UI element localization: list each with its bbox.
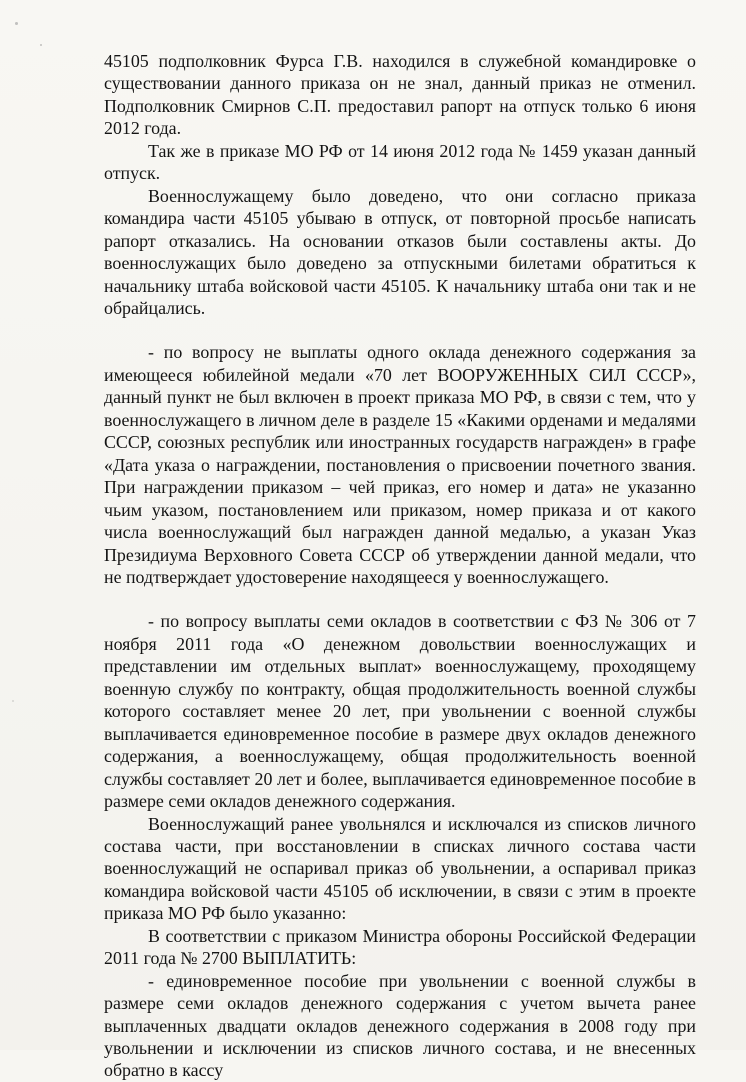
paragraph-seven-salaries: - по вопросу выплаты семи окладов в соответствии с ФЗ № 306 от 7 ноября 2011 года «О денежном довольствии военнослужащих и представлении им отдельных выплат» военнослужащему, проходящему военную службу по контракту, общая продолжительность военной службы которого составляет менее 20 лет, при увольнении с военной службы выплачивается единовременное пособие в размере двух окладов денежного содержания, а военнослужащему, общая продолжительность военной службы составляет 20 лет и более, выплачивается единовременное пособие в размере семи окладов денежного содержания. [104, 611, 696, 812]
scan-speck [12, 700, 14, 702]
scan-speck [15, 22, 18, 25]
paragraph-order-1459: Так же в приказе МО РФ от 14 июня 2012 года № 1459 указан данный отпуск. [104, 140, 696, 184]
paragraph-refusal-acts: Военнослужащему было доведено, что они согласно приказа командира части 45105 убываю в отпуск, от повторной просьбе написать рапорт отказались. На основании отказов были составлены акты. До военнослужащих было доведено за отпускными билетами обратиться к начальнику штаба войсковой части 45105. К начальнику штаба они так и не обрайцались. [104, 185, 696, 318]
paragraph-continuation: 45105 подполковник Фурса Г.В. находился в служебной командировке о существовании данного приказа он не знал, данный приказ не отменил. Подполковник Смирнов С.П. предоставил рапорт на отпуск только 6 июня 2012 года. [104, 51, 696, 139]
scan-speck [40, 44, 42, 46]
paragraph-minister-order: В соответствии с приказом Министра обороны Российской Федерации 2011 года № 2700 ВЫПЛАТИТЬ: [104, 925, 696, 969]
paragraph-prior-dismissal: Военнослужащий ранее увольнялся и исключался из списков личного состава части, при восстановлении в списках личного состава части военнослужащий не оспаривал приказ об увольнении, а оспаривал приказ командира войсковой части 45105 об исключении, в связи с этим в проекте приказа МО РФ было указанно: [104, 813, 696, 924]
document-body [104, 50, 696, 1082]
paragraph-medal-payment: - по вопросу не выплаты одного оклада денежного содержания за имеющееся юбилейной медали «70 лет ВООРУЖЕННЫХ СИЛ СССР», данный пункт не был включен в проект приказа МО РФ, в связи с тем, что у военнослужащего в личном деле в разделе 15 «Какими орденами и медалями СССР, союзных республик или иностранных государств награжден» в графе «Дата указа о награждении, постановления о присвоении почетного звания. При награждении приказом – чей приказ, его номер и дата» не указанно чьим указом, постановлением или приказом, номер приказа и от какого числа военнослужащий был награжден данной медалью, а указан Указ Президиума Верховного Совета СССР об утверждении данной медали, что не подтверждает удостоверение находящееся у военнослужащего. [104, 342, 696, 587]
paragraph-lump-sum: - единовременное пособие при увольнении с военной службы в размере семи окладов денежного содержания с учетом вычета ранее выплаченных двадцати окладов денежного содержания в 2008 году при увольнении и исключении из списков личного состава, и не внесенных обратно в кассу [104, 970, 696, 1081]
